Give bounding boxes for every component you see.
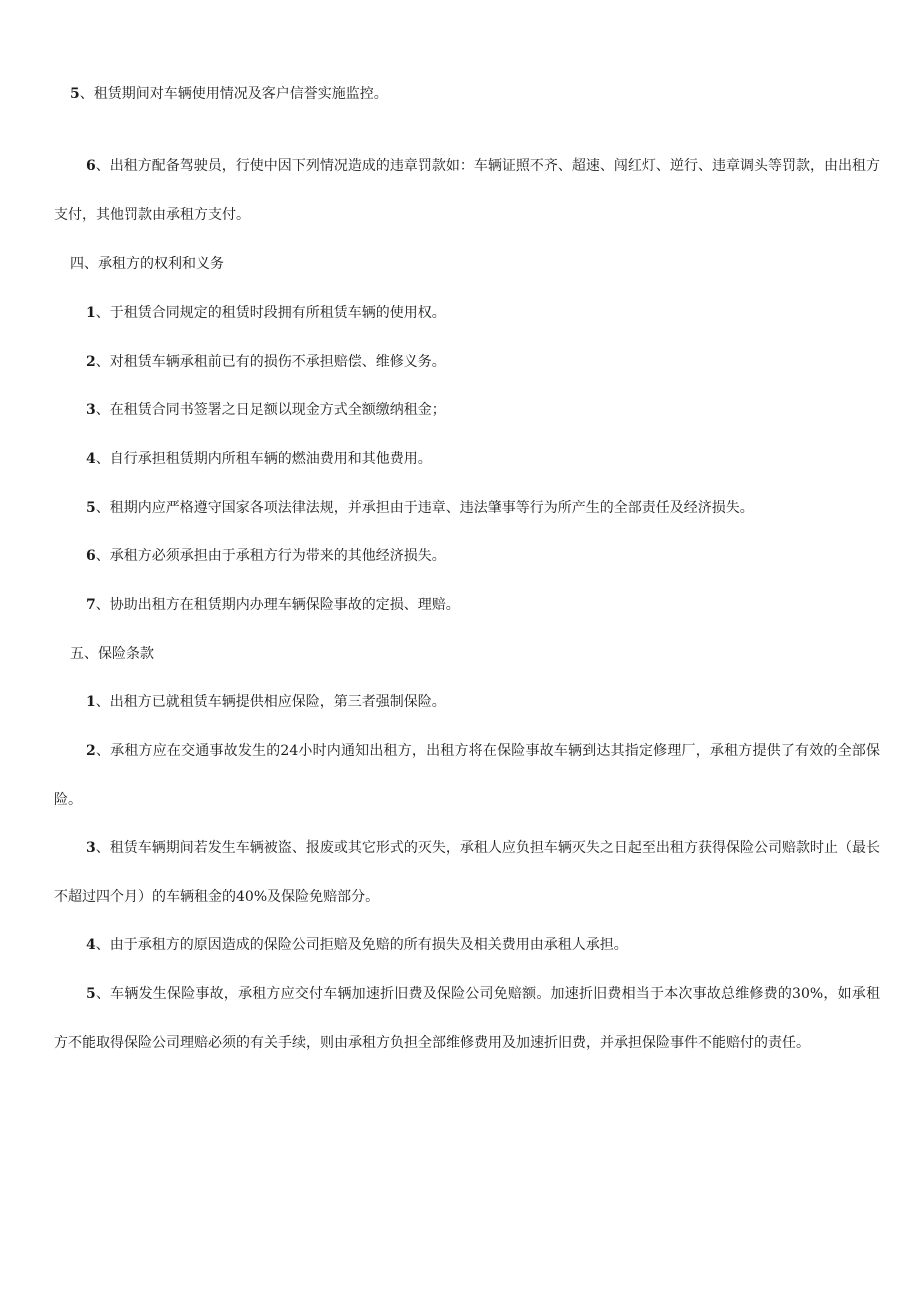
paragraph-12: 3、租赁车辆期间若发生车辆被盗、报废或其它形式的灭失，承租人应负担车辆灭失之日起至出租方获得保险公司赔款时止（最长不超过四个月）的车辆租金的40%及保险免赔部分。: [54, 840, 880, 905]
paragraph-5: 3、在租赁合同书签署之日足额以现金方式全额缴纳租金；: [86, 402, 446, 418]
paragraph-7: 5、租期内应严格遵守国家各项法律法规，并承担由于违章、违法肇事等行为所产生的全部责任及经济损失。: [86, 500, 754, 516]
paragraph-14: 5、车辆发生保险事故，承租方应交付车辆加速折旧费及保险公司免赔额。加速折旧费相当于本次事故总维修费的30%，如承租方不能取得保险公司理赔必须的有关手续，则由承租方负担全部维修费用及加速折旧费，并承担保险事件不能赔付的责任。: [54, 986, 880, 1051]
paragraph-8: 6、承租方必须承担由于承租方行为带来的其他经济损失。: [86, 548, 446, 564]
paragraph-13: 4、由于承租方的原因造成的保险公司拒赔及免赔的所有损失及相关费用由承租人承担。: [86, 937, 628, 953]
paragraph-2: 6、出租方配备驾驶员，行使中因下列情况造成的违章罚款如：车辆证照不齐、超速、闯红灯、逆行、违章调头等罚款，由出租方支付，其他罚款由承租方支付。: [54, 158, 880, 223]
paragraph-11: 2、承租方应在交通事故发生的24小时内通知出租方，出租方将在保险事故车辆到达其指定修理厂，承租方提供了有效的全部保险。: [54, 743, 880, 808]
paragraph-6: 4、自行承担租赁期内所租车辆的燃油费用和其他费用。: [86, 451, 432, 467]
section-heading-4: 四、承租方的权利和义务: [70, 256, 224, 272]
paragraph-10: 1、出租方已就租赁车辆提供相应保险，第三者强制保险。: [86, 694, 446, 710]
paragraph-4: 2、对租赁车辆承租前已有的损伤不承担赔偿、维修义务。: [86, 354, 446, 370]
paragraph-9: 7、协助出租方在租赁期内办理车辆保险事故的定损、理赔。: [86, 597, 460, 613]
section-heading-5: 五、保险条款: [70, 646, 154, 662]
paragraph-1: 5、租赁期间对车辆使用情况及客户信誉实施监控。: [70, 86, 388, 102]
paragraph-3: 1、于租赁合同规定的租赁时段拥有所租赁车辆的使用权。: [86, 305, 446, 321]
